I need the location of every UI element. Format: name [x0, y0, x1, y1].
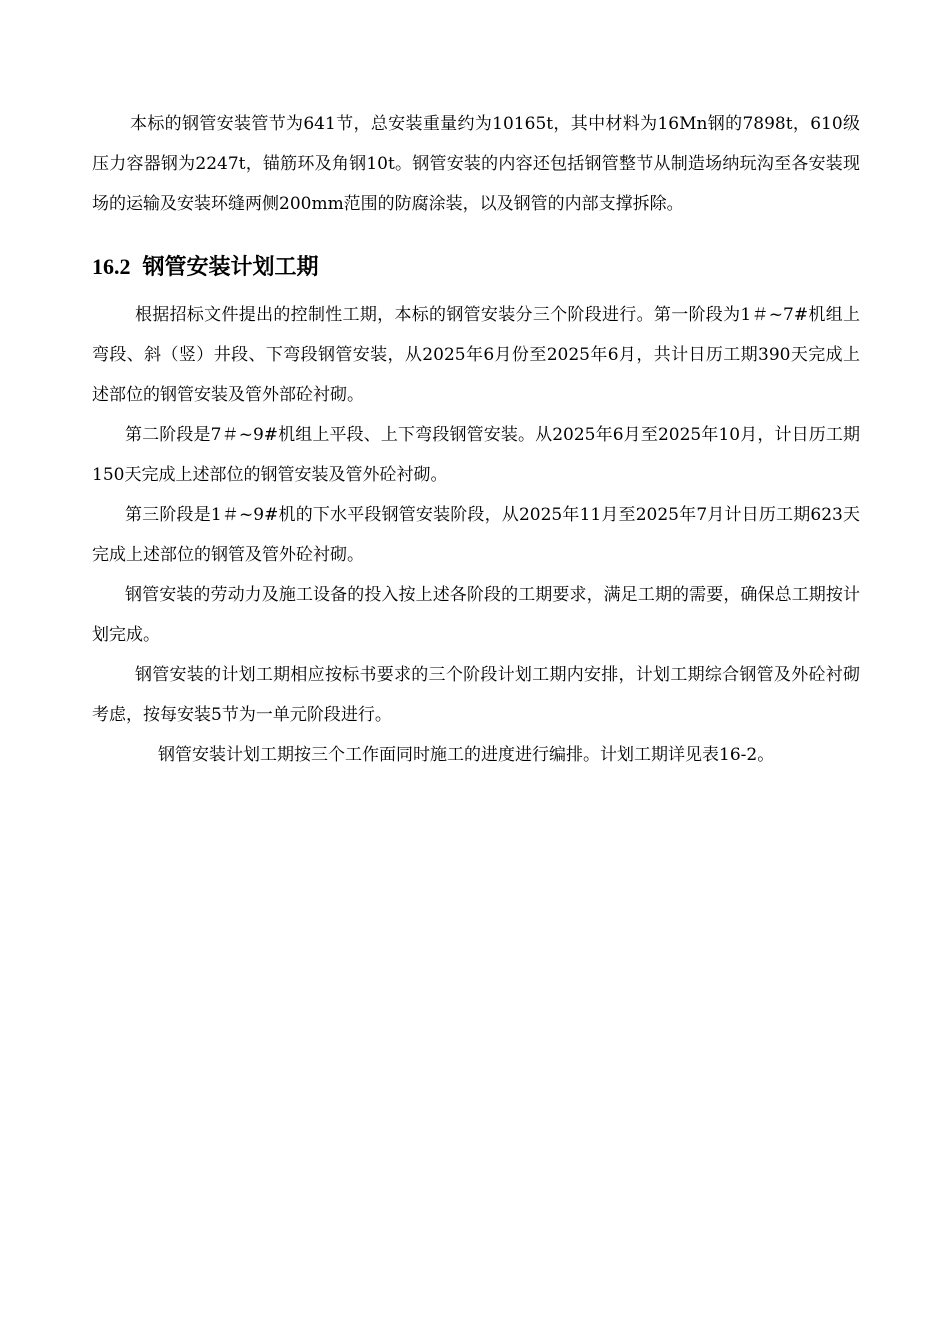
intro-paragraph: 本标的钢管安装管节为641节，总安装重量约为10165t，其中材料为16Mn钢的7898t，610级压力容器钢为2247t，锚筋环及角钢10t。钢管安装的内容还包括钢管整节从制造场纳玩沟至各安装现场的运输及安装环缝两侧200mm范围的防腐涂装，以及钢管的内部支撑拆除。	[92, 114, 860, 214]
paragraph-phase-three: 第三阶段是1＃~9#机的下水平段钢管安装阶段，从2025年11月至2025年7月计日历工期623天完成上述部位的钢管及管外砼衬砌。	[92, 505, 860, 565]
paragraph-labor-equipment: 钢管安装的劳动力及施工设备的投入按上述各阶段的工期要求，满足工期的需要，确保总工期按计划完成。	[92, 585, 860, 645]
paragraph-schedule-overview: 根据招标文件提出的控制性工期，本标的钢管安装分三个阶段进行。第一阶段为1＃~7#机组上弯段、斜（竖）井段、下弯段钢管安装，从2025年6月份至2025年6月，共计日历工期390天完成上述部位的钢管安装及管外部砼衬砌。	[92, 305, 860, 405]
paragraph-plan-arrangement: 钢管安装的计划工期相应按标书要求的三个阶段计划工期内安排，计划工期综合钢管及外砼衬砌考虑，按每安装5节为一单元阶段进行。	[92, 665, 860, 725]
section-number: 16.2	[92, 254, 131, 279]
section-title: 钢管安装计划工期	[142, 255, 319, 280]
paragraph-phase-two: 第二阶段是7＃~9#机组上平段、上下弯段钢管安装。从2025年6月至2025年10月，计日历工期150天完成上述部位的钢管安装及管外砼衬砌。	[92, 425, 860, 485]
document-page	[92, 104, 860, 775]
section-heading	[92, 250, 860, 285]
paragraph-table-reference: 钢管安装计划工期按三个工作面同时施工的进度进行编排。计划工期详见表16-2。	[158, 745, 775, 765]
